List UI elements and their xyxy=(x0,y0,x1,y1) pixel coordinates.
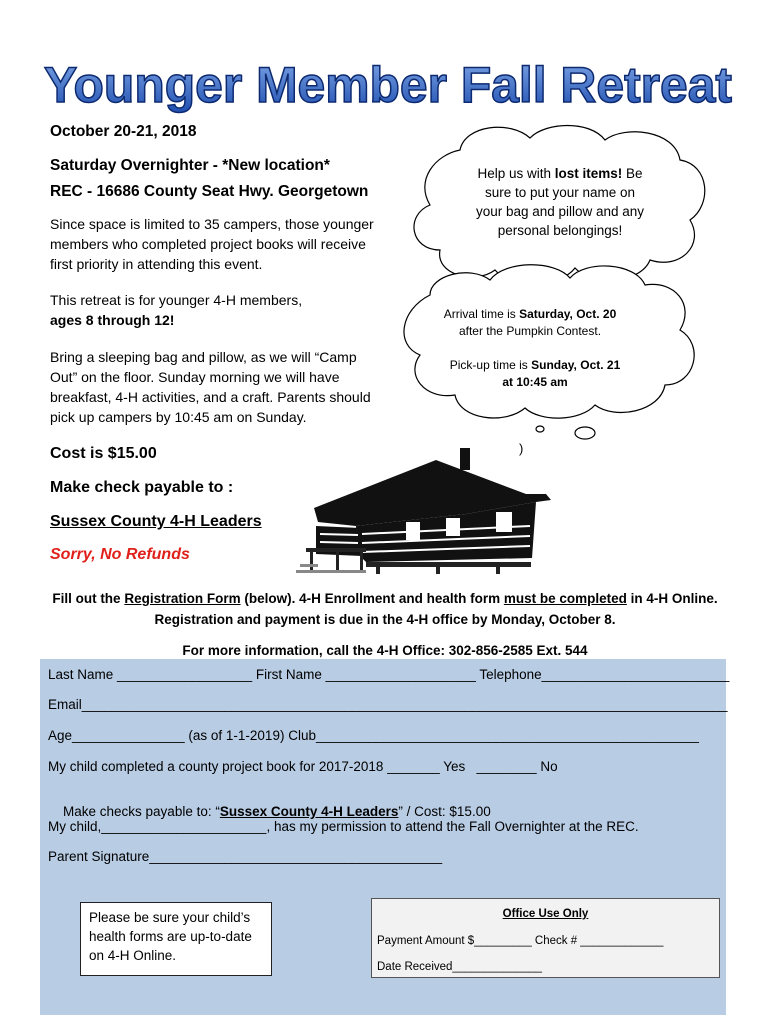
lost-items-pre: Help us with xyxy=(477,166,555,181)
lost-items-bold: lost items! xyxy=(554,166,623,181)
cabin-image xyxy=(296,430,586,580)
payee-name: Sussex County 4-H Leaders xyxy=(50,513,262,530)
parent-signature-line[interactable]: Parent Signature_______________________________________ xyxy=(48,849,443,864)
location-heading: REC - 16686 County Seat Hwy. Georgetown xyxy=(50,183,369,200)
arrival-bold: Saturday, Oct. 20 xyxy=(519,307,617,321)
event-date: October 20-21, 2018 xyxy=(50,123,197,140)
checks-payee: Sussex County 4-H Leaders xyxy=(219,804,399,819)
in-online-text: in 4-H Online. xyxy=(626,591,718,606)
page-title: Younger Member Fall Retreat xyxy=(44,57,733,113)
due-instruction: Registration and payment is due in the 4-H office by Monday, October 8. xyxy=(154,612,616,627)
project-book-line[interactable]: My child completed a county project book for 2017-2018 _______ Yes ________ No xyxy=(48,759,558,774)
pickup-bold: Sunday, Oct. 21 at 10:45 am xyxy=(502,358,621,389)
lost-items-post: Be sure to put your name on your bag and pillow and any personal belongings! xyxy=(475,166,645,238)
cost-heading: Cost is $15.00 xyxy=(50,445,157,462)
must-complete-text: must be completed xyxy=(503,591,627,606)
fill-out-instruction xyxy=(0,591,770,606)
arrival-note xyxy=(430,306,630,340)
registration-form-link-text: Registration Form xyxy=(124,591,241,606)
fill-out-text: Fill out the xyxy=(52,591,125,606)
pickup-note xyxy=(445,357,625,391)
overnighter-heading: Saturday Overnighter - *New location* xyxy=(50,157,330,174)
arrival-post: after the Pumpkin Contest. xyxy=(458,324,602,338)
arrival-pre: Arrival time is xyxy=(443,307,520,321)
retreat-ages: ages 8 through 12! xyxy=(50,312,175,328)
payment-amount-line[interactable]: Payment Amount $_________ Check # _____________ xyxy=(377,935,664,947)
cloud-bottom-shape xyxy=(404,265,694,418)
retreat-text: This retreat is for younger 4-H members, xyxy=(50,292,303,308)
space-paragraph: Since space is limited to 35 campers, those younger members who completed project books will receive first priority in attending this event. xyxy=(50,216,374,272)
info-instruction: For more information, call the 4-H Office: 302-856-2585 Ext. 544 xyxy=(182,643,588,658)
age-club-line[interactable]: Age_______________ (as of 1-1-2019) Club___________________________________________________ xyxy=(48,728,699,743)
checks-pre: Make checks payable to: “ xyxy=(63,804,220,819)
name-phone-line[interactable]: Last Name __________________ First Name ____________________ Telephone_________________________ xyxy=(48,667,730,682)
office-use-box xyxy=(371,898,720,978)
no-refunds-notice: Sorry, No Refunds xyxy=(50,546,190,563)
payable-heading: Make check payable to : xyxy=(50,479,234,496)
lost-items-note xyxy=(470,164,650,240)
pickup-pre: Pick-up time is xyxy=(449,358,532,372)
retreat-paragraph xyxy=(50,290,380,330)
health-forms-note: Please be sure your child’s health forms are up-to-date on 4-H Online. xyxy=(80,902,272,976)
email-line[interactable]: Email______________________________________________________________________________________ xyxy=(48,697,728,712)
cloud-paren: ) xyxy=(519,441,524,456)
bring-paragraph: Bring a sleeping bag and pillow, as we will “Camp Out” on the floor. Sunday morning we will have breakfast, 4-H activities, and a craft. Parents should pick up campers by 10:45 am on Sunday. xyxy=(50,349,371,425)
checks-post: ” / Cost: $15.00 xyxy=(398,804,491,819)
below-text: (below). 4-H Enrollment and health form xyxy=(240,591,504,606)
office-use-heading: Office Use Only xyxy=(502,908,589,920)
date-received-line[interactable]: Date Received______________ xyxy=(377,961,542,973)
permission-line[interactable]: My child,______________________, has my permission to attend the Fall Overnighter at the REC. xyxy=(48,819,639,834)
title-banner xyxy=(40,38,740,118)
